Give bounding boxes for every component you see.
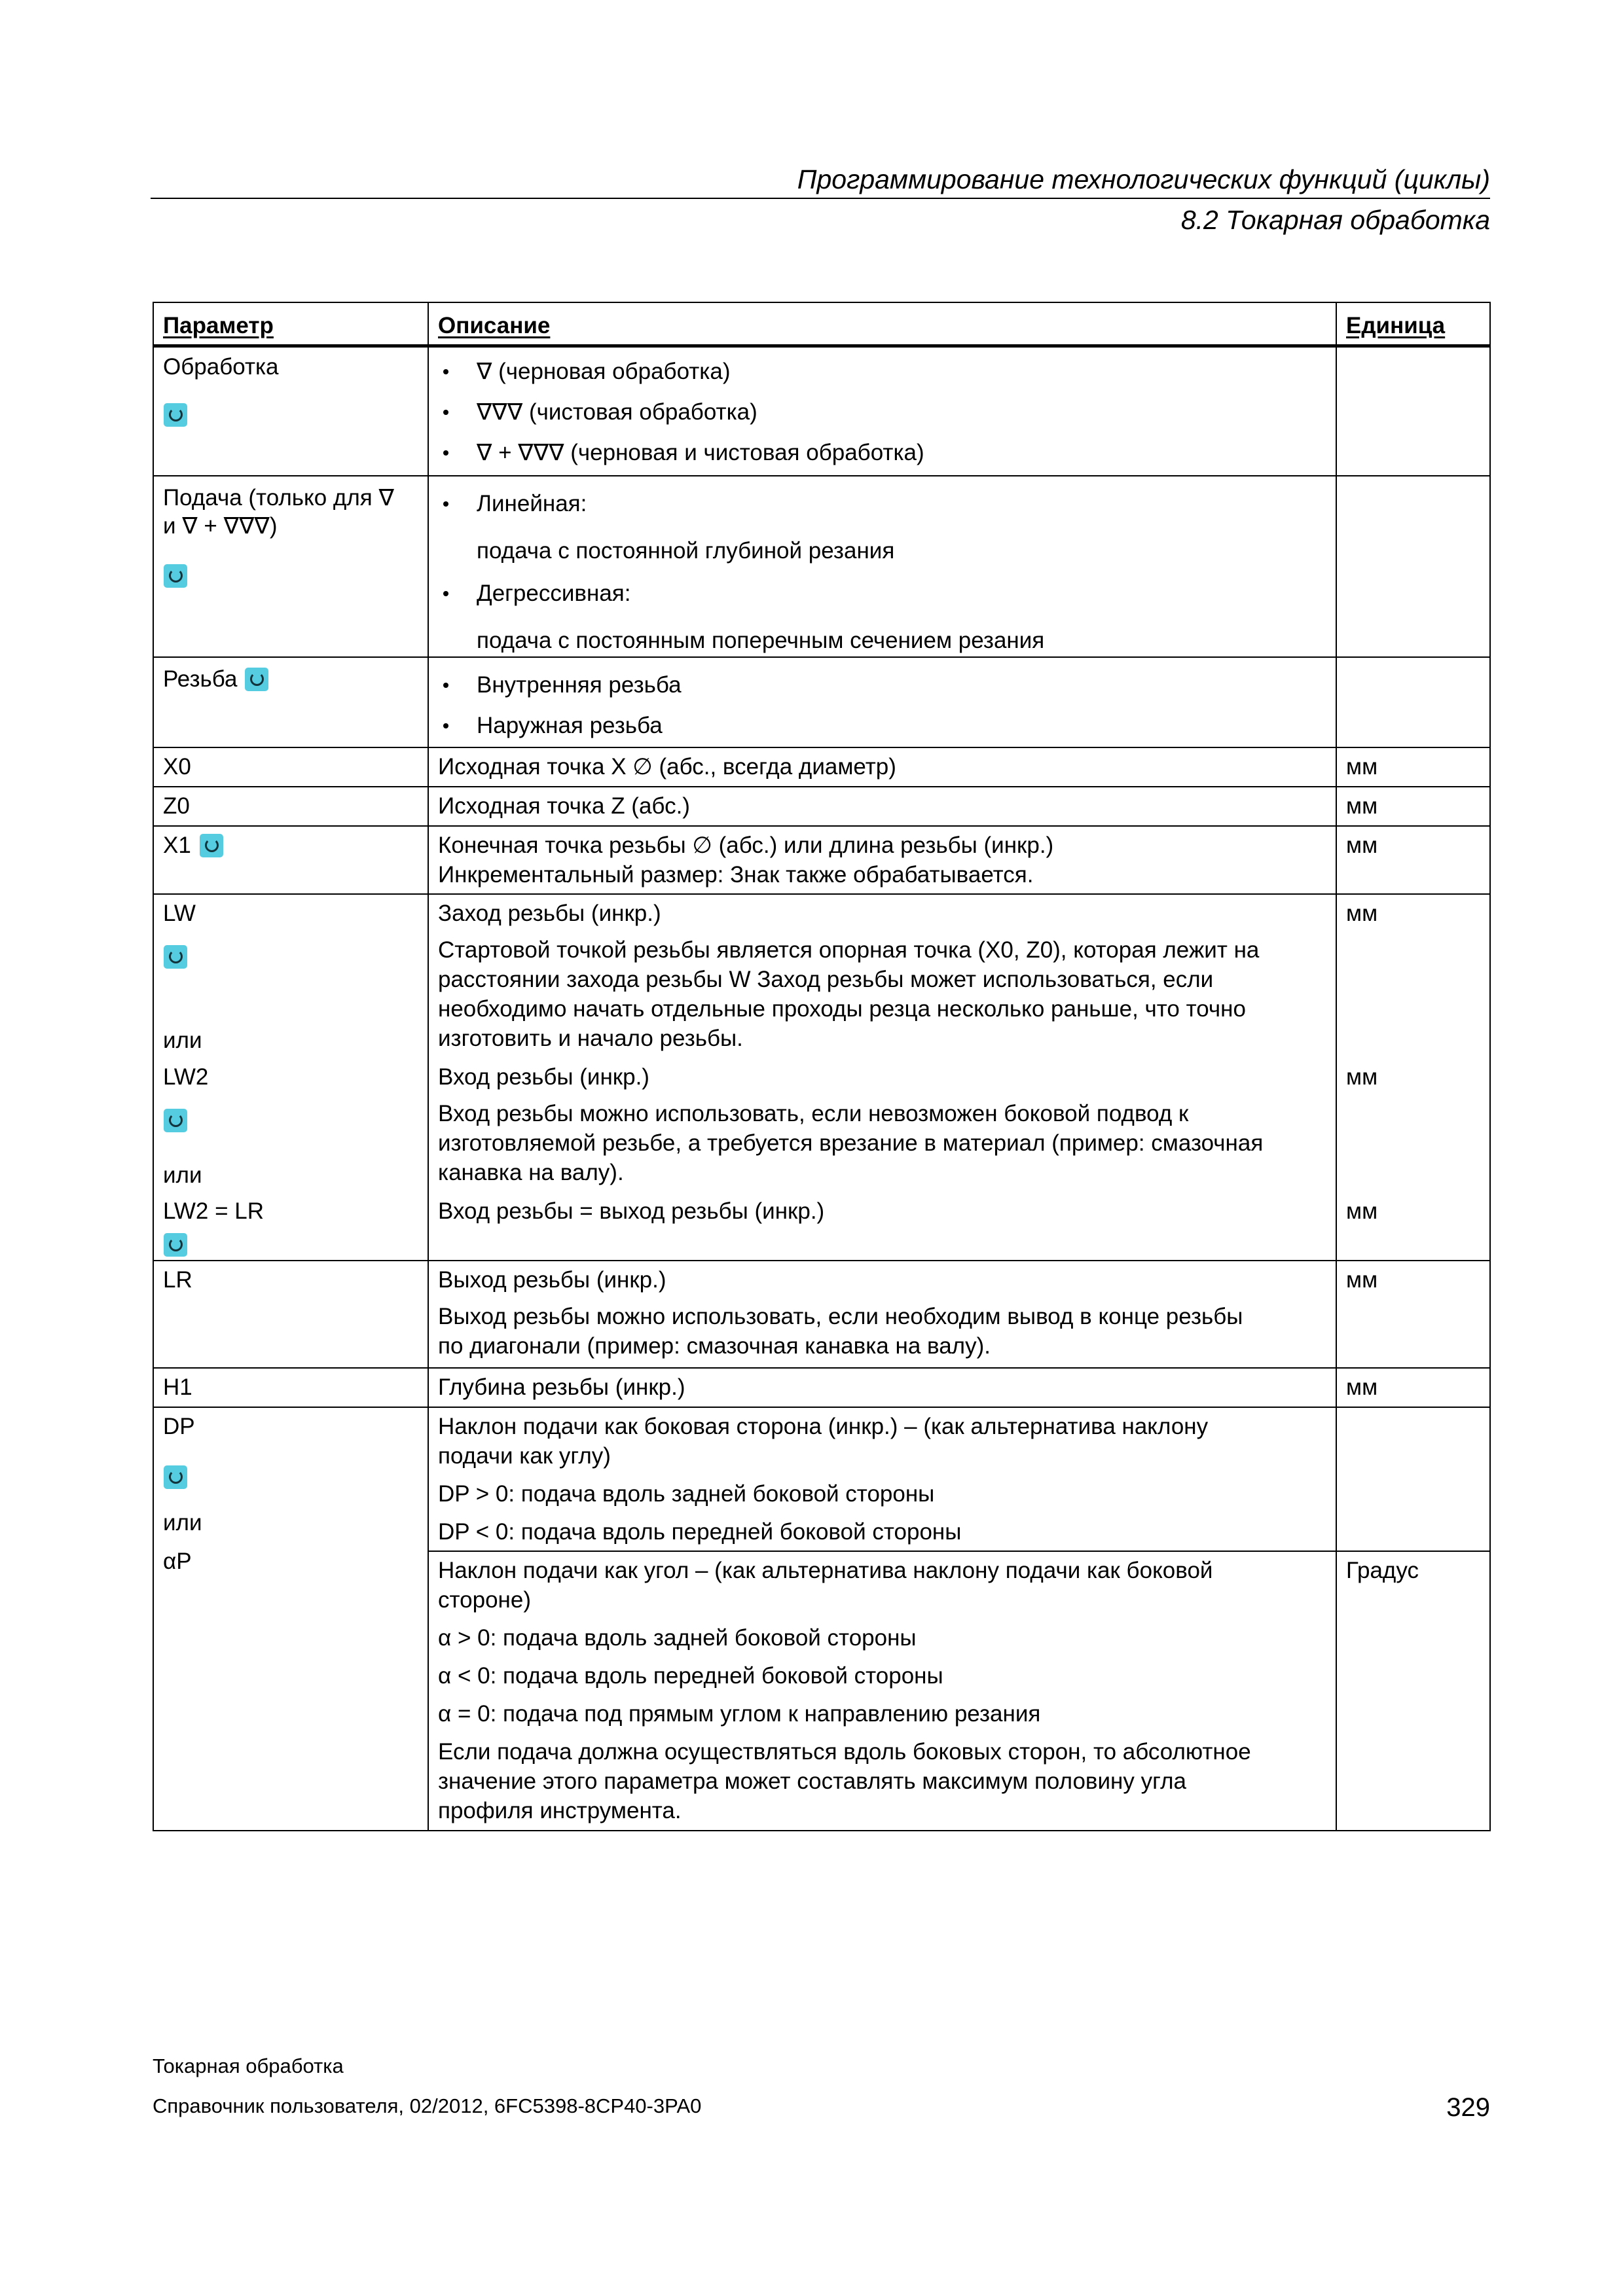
description: Если подача должна осуществляться вдоль боковых сторон, то абсолютное [438, 1739, 1251, 1765]
param-h1: H1 [163, 1374, 192, 1400]
bullet [443, 683, 448, 688]
param-lw2-lr: LW2 = LR [163, 1198, 264, 1224]
toggle-icon [164, 403, 187, 427]
row-divider [153, 1367, 1491, 1369]
row-divider [153, 656, 1491, 658]
param-thread: Резьба [163, 666, 238, 692]
row-divider [153, 747, 1491, 748]
param-feed: Подача (только для ∇ [163, 485, 394, 511]
row-divider [153, 1407, 1491, 1408]
description: Вход резьбы (инкр.) [438, 1064, 649, 1090]
toggle-icon [200, 834, 223, 857]
footer-manual-info: Справочник пользователя, 02/2012, 6FC5398-8CP40-3PA0 [153, 2094, 702, 2117]
param-lw: LW [163, 901, 196, 926]
description: Выход резьбы (инкр.) [438, 1267, 666, 1293]
row-divider [153, 893, 1491, 895]
param-lw2: LW2 [163, 1064, 209, 1090]
unit: мм [1346, 754, 1378, 780]
description: изготовить и начало резьбы. [438, 1026, 743, 1051]
running-header-section: 8.2 Токарная обработка [1180, 205, 1490, 235]
toggle-icon [164, 1465, 187, 1489]
description: изготовляемой резьбе, а требуется врезание в материал (пример: смазочная [438, 1130, 1264, 1156]
unit: мм [1346, 1374, 1378, 1400]
description: необходимо начать отдельные проходы резца несколько раньше, что точно [438, 996, 1246, 1022]
unit: мм [1346, 1267, 1378, 1293]
page-number: 329 [1446, 2093, 1490, 2122]
param-or: или [163, 1162, 202, 1188]
row-divider [153, 475, 1491, 476]
param-x1: X1 [163, 833, 191, 858]
bullet [443, 501, 448, 507]
description: подачи как углу) [438, 1443, 611, 1469]
description: DP < 0: подача вдоль передней боковой стороны [438, 1519, 962, 1545]
unit: мм [1346, 901, 1378, 926]
table-border-right [1489, 302, 1491, 1831]
description: значение этого параметра может составлять максимум половину угла [438, 1768, 1186, 1794]
param-lr: LR [163, 1267, 192, 1293]
param-or: или [163, 1028, 202, 1053]
bullet [443, 450, 448, 456]
header-rule [151, 198, 1490, 199]
param-machining: Обработка [163, 354, 279, 380]
param-or: или [163, 1510, 202, 1535]
unit: Градус [1346, 1558, 1419, 1583]
description: α > 0: подача вдоль задней боковой стороны [438, 1625, 917, 1651]
description: α < 0: подача вдоль передней боковой стороны [438, 1663, 943, 1689]
param-alpha-p: αP [163, 1549, 192, 1574]
column-header-description: Описание [438, 313, 551, 338]
table-border-bottom [153, 1830, 1491, 1831]
list-item: Линейная: [477, 491, 587, 516]
description: α = 0: подача под прямым углом к направлению резания [438, 1701, 1041, 1727]
row-divider [153, 825, 1491, 827]
param-z0: Z0 [163, 793, 190, 819]
list-item: Наружная резьба [477, 713, 663, 738]
row-divider-partial [428, 1551, 1491, 1552]
parameter-table [153, 302, 1491, 1831]
description: Глубина резьбы (инкр.) [438, 1374, 685, 1400]
bullet [443, 591, 448, 596]
table-border-left [153, 302, 154, 1831]
row-divider [153, 1260, 1491, 1261]
table-header-rule [153, 344, 1491, 348]
toggle-icon [245, 668, 268, 691]
param-dp: DP [163, 1414, 195, 1439]
description: Наклон подачи как угол – (как альтернатива наклону подачи как боковой [438, 1558, 1213, 1583]
description: Наклон подачи как боковая сторона (инкр.) – (как альтернатива наклону [438, 1414, 1209, 1439]
column-header-parameter: Параметр [163, 313, 274, 338]
param-feed-cont: и ∇ + ∇∇∇) [163, 513, 278, 539]
description: канавка на валу). [438, 1160, 624, 1185]
description: Заход резьбы (инкр.) [438, 901, 661, 926]
column-divider [428, 302, 429, 1831]
description: Инкрементальный размер: Знак также обрабатывается. [438, 862, 1034, 888]
bullet [443, 410, 448, 415]
unit: мм [1346, 833, 1378, 858]
list-item: Дегрессивная: [477, 581, 631, 606]
unit: мм [1346, 1198, 1378, 1224]
row-divider [153, 786, 1491, 787]
description: Вход резьбы = выход резьбы (инкр.) [438, 1198, 825, 1224]
bullet [443, 723, 448, 728]
description: Вход резьбы можно использовать, если невозможен боковой подвод к [438, 1101, 1189, 1126]
list-item: ∇ + ∇∇∇ (черновая и чистовая обработка) [477, 440, 924, 465]
toggle-icon [164, 1109, 187, 1132]
description: профиля инструмента. [438, 1798, 682, 1823]
list-item-text: подача с постоянным поперечным сечением резания [477, 628, 1045, 653]
description: Выход резьбы можно использовать, если необходим вывод в конце резьбы [438, 1304, 1243, 1329]
description: Исходная точка Z (абс.) [438, 793, 690, 819]
table-border-top [153, 302, 1491, 303]
description: по диагонали (пример: смазочная канавка на валу). [438, 1333, 991, 1359]
description: Исходная точка X ∅ (абс., всегда диаметр) [438, 754, 896, 780]
list-item: ∇ (черновая обработка) [477, 359, 731, 384]
param-x0: X0 [163, 754, 191, 780]
toggle-icon [164, 564, 187, 588]
list-item: Внутренняя резьба [477, 672, 682, 698]
unit: мм [1346, 1064, 1378, 1090]
list-item: ∇∇∇ (чистовая обработка) [477, 399, 757, 425]
column-divider [1336, 302, 1337, 1831]
description: стороне) [438, 1587, 531, 1613]
unit: мм [1346, 793, 1378, 819]
description: DP > 0: подача вдоль задней боковой стороны [438, 1481, 935, 1507]
toggle-icon [164, 945, 187, 969]
footer-title: Токарная обработка [153, 2054, 344, 2077]
description: Стартовой точкой резьбы является опорная точка (X0, Z0), которая лежит на [438, 937, 1260, 963]
column-header-unit: Единица [1346, 313, 1446, 338]
toggle-icon [164, 1233, 187, 1257]
description: Конечная точка резьбы ∅ (абс.) или длина резьбы (инкр.) [438, 833, 1054, 858]
list-item-text: подача с постоянной глубиной резания [477, 538, 895, 564]
description: расстоянии захода резьбы W Заход резьбы может использоваться, если [438, 967, 1214, 992]
running-header-title: Программирование технологических функций (циклы) [797, 164, 1490, 194]
bullet [443, 369, 448, 374]
